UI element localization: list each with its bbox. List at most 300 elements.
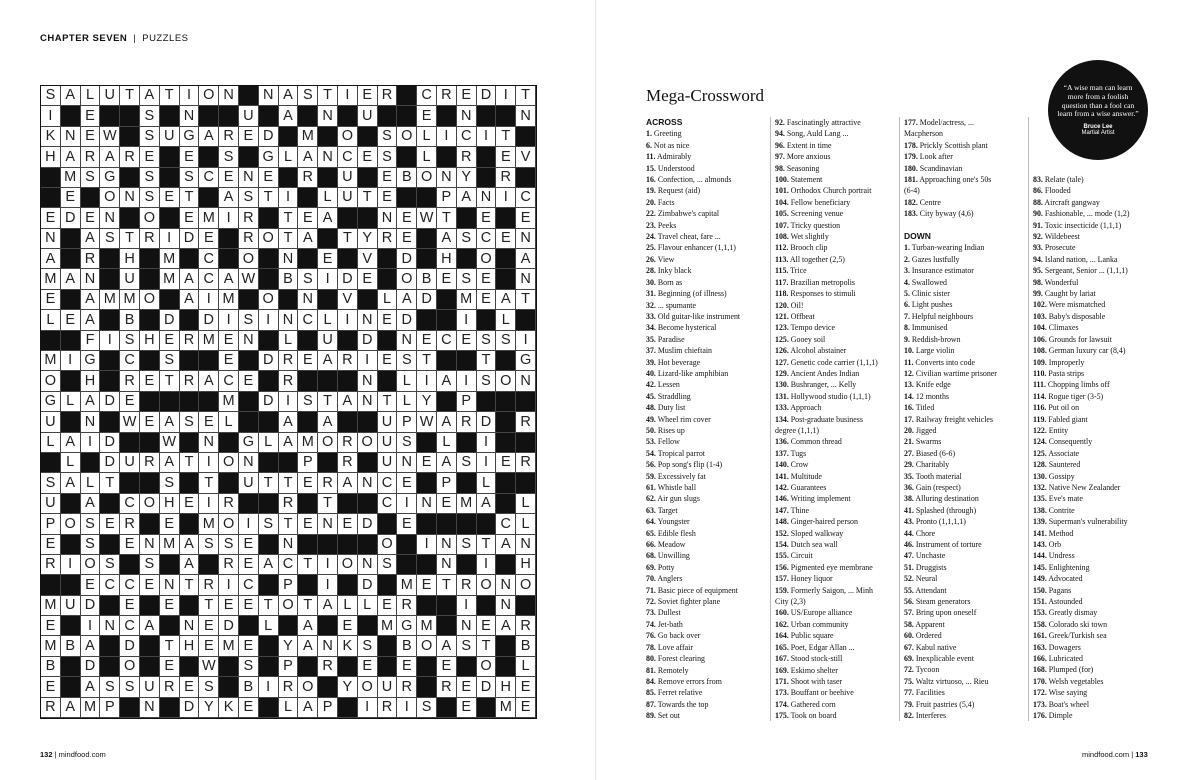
letter-cell[interactable]: I xyxy=(160,229,180,249)
letter-cell[interactable]: O xyxy=(100,188,120,208)
letter-cell[interactable]: Y xyxy=(457,168,477,188)
letter-cell[interactable]: C xyxy=(219,371,239,391)
letter-cell[interactable]: S xyxy=(298,269,318,289)
letter-cell[interactable]: M xyxy=(298,433,318,453)
letter-cell[interactable]: S xyxy=(100,555,120,575)
letter-cell[interactable]: I xyxy=(199,290,219,310)
letter-cell[interactable]: M xyxy=(199,514,219,534)
letter-cell[interactable]: L xyxy=(81,473,101,493)
letter-cell[interactable]: T xyxy=(180,453,200,473)
letter-cell[interactable]: N xyxy=(219,86,239,106)
letter-cell[interactable]: C xyxy=(516,188,536,208)
letter-cell[interactable]: O xyxy=(358,677,378,697)
letter-cell[interactable]: G xyxy=(180,127,200,147)
letter-cell[interactable]: H xyxy=(516,555,536,575)
letter-cell[interactable]: E xyxy=(397,657,417,677)
letter-cell[interactable]: M xyxy=(100,290,120,310)
letter-cell[interactable]: E xyxy=(358,86,378,106)
letter-cell[interactable]: T xyxy=(298,596,318,616)
letter-cell[interactable]: L xyxy=(41,433,61,453)
letter-cell[interactable]: T xyxy=(279,473,299,493)
letter-cell[interactable]: C xyxy=(437,331,457,351)
letter-cell[interactable]: R xyxy=(516,453,536,473)
letter-cell[interactable]: N xyxy=(496,596,516,616)
letter-cell[interactable]: D xyxy=(180,229,200,249)
letter-cell[interactable]: O xyxy=(516,575,536,595)
letter-cell[interactable]: D xyxy=(358,514,378,534)
letter-cell[interactable]: I xyxy=(279,188,299,208)
letter-cell[interactable]: L xyxy=(61,453,81,473)
letter-cell[interactable]: O xyxy=(338,127,358,147)
letter-cell[interactable]: L xyxy=(397,392,417,412)
letter-cell[interactable]: E xyxy=(199,229,219,249)
letter-cell[interactable]: U xyxy=(358,106,378,126)
letter-cell[interactable]: N xyxy=(318,636,338,656)
letter-cell[interactable]: C xyxy=(120,351,140,371)
letter-cell[interactable]: L xyxy=(318,188,338,208)
letter-cell[interactable]: A xyxy=(338,392,358,412)
letter-cell[interactable]: A xyxy=(100,147,120,167)
letter-cell[interactable]: S xyxy=(496,331,516,351)
letter-cell[interactable]: D xyxy=(358,331,378,351)
letter-cell[interactable]: D xyxy=(100,453,120,473)
letter-cell[interactable]: I xyxy=(219,310,239,330)
letter-cell[interactable]: E xyxy=(338,616,358,636)
letter-cell[interactable]: A xyxy=(61,698,81,718)
letter-cell[interactable]: U xyxy=(41,494,61,514)
letter-cell[interactable]: M xyxy=(457,290,477,310)
letter-cell[interactable]: T xyxy=(516,290,536,310)
letter-cell[interactable]: I xyxy=(61,351,81,371)
letter-cell[interactable]: F xyxy=(81,331,101,351)
letter-cell[interactable]: L xyxy=(516,514,536,534)
letter-cell[interactable]: E xyxy=(259,168,279,188)
letter-cell[interactable]: N xyxy=(318,147,338,167)
letter-cell[interactable]: O xyxy=(358,433,378,453)
letter-cell[interactable]: I xyxy=(338,310,358,330)
letter-cell[interactable]: B xyxy=(61,636,81,656)
letter-cell[interactable]: S xyxy=(180,412,200,432)
letter-cell[interactable]: I xyxy=(259,677,279,697)
letter-cell[interactable]: D xyxy=(477,412,497,432)
letter-cell[interactable]: M xyxy=(496,698,516,718)
letter-cell[interactable]: N xyxy=(140,535,160,555)
letter-cell[interactable]: R xyxy=(378,86,398,106)
letter-cell[interactable]: W xyxy=(239,269,259,289)
letter-cell[interactable]: M xyxy=(219,392,239,412)
letter-cell[interactable]: D xyxy=(219,616,239,636)
letter-cell[interactable]: T xyxy=(279,514,299,534)
letter-cell[interactable]: E xyxy=(239,535,259,555)
letter-cell[interactable]: K xyxy=(219,698,239,718)
letter-cell[interactable]: E xyxy=(199,616,219,636)
letter-cell[interactable]: A xyxy=(437,453,457,473)
letter-cell[interactable]: E xyxy=(41,535,61,555)
letter-cell[interactable]: N xyxy=(100,616,120,636)
letter-cell[interactable]: R xyxy=(378,698,398,718)
letter-cell[interactable]: S xyxy=(477,331,497,351)
letter-cell[interactable]: W xyxy=(417,412,437,432)
letter-cell[interactable]: L xyxy=(397,371,417,391)
letter-cell[interactable]: T xyxy=(358,188,378,208)
letter-cell[interactable]: A xyxy=(338,473,358,493)
letter-cell[interactable]: E xyxy=(378,351,398,371)
letter-cell[interactable]: G xyxy=(81,351,101,371)
letter-cell[interactable]: O xyxy=(219,514,239,534)
letter-cell[interactable]: R xyxy=(219,555,239,575)
letter-cell[interactable]: E xyxy=(358,657,378,677)
letter-cell[interactable]: E xyxy=(457,331,477,351)
letter-cell[interactable]: A xyxy=(180,535,200,555)
letter-cell[interactable]: E xyxy=(457,698,477,718)
letter-cell[interactable]: A xyxy=(81,229,101,249)
letter-cell[interactable]: E xyxy=(417,453,437,473)
letter-cell[interactable]: E xyxy=(417,575,437,595)
letter-cell[interactable]: C xyxy=(199,269,219,289)
letter-cell[interactable]: D xyxy=(160,310,180,330)
letter-cell[interactable]: I xyxy=(358,351,378,371)
letter-cell[interactable]: S xyxy=(100,677,120,697)
letter-cell[interactable]: A xyxy=(160,453,180,473)
letter-cell[interactable]: E xyxy=(180,147,200,167)
letter-cell[interactable]: I xyxy=(239,514,259,534)
letter-cell[interactable]: A xyxy=(318,351,338,371)
letter-cell[interactable]: E xyxy=(397,229,417,249)
letter-cell[interactable]: A xyxy=(219,269,239,289)
letter-cell[interactable]: E xyxy=(81,208,101,228)
letter-cell[interactable]: M xyxy=(41,269,61,289)
letter-cell[interactable]: L xyxy=(219,412,239,432)
letter-cell[interactable]: O xyxy=(259,290,279,310)
letter-cell[interactable]: P xyxy=(437,473,457,493)
letter-cell[interactable]: R xyxy=(160,677,180,697)
letter-cell[interactable]: E xyxy=(338,514,358,534)
letter-cell[interactable]: I xyxy=(477,453,497,473)
letter-cell[interactable]: E xyxy=(219,168,239,188)
letter-cell[interactable]: S xyxy=(239,188,259,208)
letter-cell[interactable]: B xyxy=(279,269,299,289)
letter-cell[interactable]: B xyxy=(41,657,61,677)
letter-cell[interactable]: R xyxy=(338,351,358,371)
letter-cell[interactable]: L xyxy=(378,290,398,310)
letter-cell[interactable]: D xyxy=(358,575,378,595)
letter-cell[interactable]: C xyxy=(199,168,219,188)
letter-cell[interactable]: A xyxy=(140,616,160,636)
letter-cell[interactable]: R xyxy=(81,147,101,167)
letter-cell[interactable]: N xyxy=(160,575,180,595)
letter-cell[interactable]: T xyxy=(160,86,180,106)
letter-cell[interactable]: N xyxy=(279,310,299,330)
letter-cell[interactable]: R xyxy=(298,168,318,188)
letter-cell[interactable]: S xyxy=(397,351,417,371)
letter-cell[interactable]: T xyxy=(279,229,299,249)
letter-cell[interactable]: R xyxy=(140,453,160,473)
letter-cell[interactable]: I xyxy=(41,106,61,126)
letter-cell[interactable]: R xyxy=(279,677,299,697)
letter-cell[interactable]: N xyxy=(41,229,61,249)
letter-cell[interactable]: E xyxy=(160,331,180,351)
letter-cell[interactable]: O xyxy=(397,127,417,147)
letter-cell[interactable]: O xyxy=(219,453,239,473)
letter-cell[interactable]: R xyxy=(318,657,338,677)
letter-cell[interactable]: U xyxy=(120,269,140,289)
letter-cell[interactable]: E xyxy=(140,371,160,391)
letter-cell[interactable]: L xyxy=(81,86,101,106)
letter-cell[interactable]: E xyxy=(318,249,338,269)
letter-cell[interactable]: O xyxy=(496,371,516,391)
letter-cell[interactable]: D xyxy=(199,310,219,330)
letter-cell[interactable]: M xyxy=(41,351,61,371)
letter-cell[interactable]: S xyxy=(219,147,239,167)
letter-cell[interactable]: R xyxy=(496,168,516,188)
letter-cell[interactable]: U xyxy=(160,127,180,147)
letter-cell[interactable]: L xyxy=(61,392,81,412)
letter-cell[interactable]: N xyxy=(496,575,516,595)
letter-cell[interactable]: D xyxy=(259,127,279,147)
letter-cell[interactable]: C xyxy=(338,147,358,167)
letter-cell[interactable]: N xyxy=(516,269,536,289)
letter-cell[interactable]: D xyxy=(61,208,81,228)
letter-cell[interactable]: A xyxy=(279,106,299,126)
letter-cell[interactable]: A xyxy=(61,86,81,106)
letter-cell[interactable]: R xyxy=(437,86,457,106)
letter-cell[interactable]: T xyxy=(259,596,279,616)
letter-cell[interactable]: E xyxy=(160,596,180,616)
letter-cell[interactable]: N xyxy=(358,310,378,330)
letter-cell[interactable]: B xyxy=(397,636,417,656)
letter-cell[interactable]: I xyxy=(318,555,338,575)
letter-cell[interactable]: O xyxy=(417,168,437,188)
letter-cell[interactable]: D xyxy=(338,269,358,289)
letter-cell[interactable]: A xyxy=(318,412,338,432)
letter-cell[interactable]: N xyxy=(239,453,259,473)
letter-cell[interactable]: A xyxy=(496,290,516,310)
letter-cell[interactable]: S xyxy=(358,636,378,656)
letter-cell[interactable]: N xyxy=(358,473,378,493)
letter-cell[interactable]: R xyxy=(120,514,140,534)
letter-cell[interactable]: I xyxy=(496,86,516,106)
letter-cell[interactable]: T xyxy=(477,636,497,656)
letter-cell[interactable]: C xyxy=(120,494,140,514)
letter-cell[interactable]: R xyxy=(378,229,398,249)
letter-cell[interactable]: R xyxy=(120,371,140,391)
letter-cell[interactable]: I xyxy=(437,127,457,147)
letter-cell[interactable]: O xyxy=(477,249,497,269)
letter-cell[interactable]: E xyxy=(457,677,477,697)
letter-cell[interactable]: E xyxy=(140,412,160,432)
letter-cell[interactable]: N xyxy=(397,331,417,351)
letter-cell[interactable]: E xyxy=(516,698,536,718)
letter-cell[interactable]: U xyxy=(378,433,398,453)
letter-cell[interactable]: O xyxy=(239,249,259,269)
letter-cell[interactable]: M xyxy=(199,331,219,351)
letter-cell[interactable]: I xyxy=(477,127,497,147)
letter-cell[interactable]: L xyxy=(516,494,536,514)
letter-cell[interactable]: L xyxy=(417,127,437,147)
letter-cell[interactable]: A xyxy=(140,86,160,106)
letter-cell[interactable]: I xyxy=(358,698,378,718)
letter-cell[interactable]: G xyxy=(41,392,61,412)
letter-cell[interactable]: N xyxy=(516,371,536,391)
letter-cell[interactable]: E xyxy=(496,147,516,167)
letter-cell[interactable]: D xyxy=(81,657,101,677)
letter-cell[interactable]: E xyxy=(160,188,180,208)
letter-cell[interactable]: C xyxy=(298,310,318,330)
letter-cell[interactable]: A xyxy=(516,249,536,269)
letter-cell[interactable]: M xyxy=(41,636,61,656)
letter-cell[interactable]: A xyxy=(219,188,239,208)
letter-cell[interactable]: D xyxy=(397,249,417,269)
letter-cell[interactable]: E xyxy=(298,208,318,228)
letter-cell[interactable]: E xyxy=(160,514,180,534)
letter-cell[interactable]: I xyxy=(199,453,219,473)
letter-cell[interactable]: E xyxy=(239,555,259,575)
letter-cell[interactable]: K xyxy=(338,636,358,656)
letter-cell[interactable]: R xyxy=(199,575,219,595)
letter-cell[interactable]: P xyxy=(41,514,61,534)
letter-cell[interactable]: M xyxy=(298,127,318,147)
letter-cell[interactable]: P xyxy=(298,453,318,473)
letter-cell[interactable]: S xyxy=(41,473,61,493)
letter-cell[interactable]: S xyxy=(298,86,318,106)
letter-cell[interactable]: S xyxy=(120,677,140,697)
letter-cell[interactable]: E xyxy=(120,392,140,412)
letter-cell[interactable]: M xyxy=(160,269,180,289)
letter-cell[interactable]: S xyxy=(140,168,160,188)
letter-cell[interactable]: I xyxy=(457,371,477,391)
letter-cell[interactable]: D xyxy=(100,433,120,453)
letter-cell[interactable]: A xyxy=(437,412,457,432)
letter-cell[interactable]: T xyxy=(298,555,318,575)
letter-cell[interactable]: H xyxy=(496,677,516,697)
letter-cell[interactable]: E xyxy=(298,514,318,534)
letter-cell[interactable]: R xyxy=(239,208,259,228)
letter-cell[interactable]: S xyxy=(457,636,477,656)
letter-cell[interactable]: N xyxy=(279,535,299,555)
letter-cell[interactable]: S xyxy=(259,514,279,534)
letter-cell[interactable]: R xyxy=(279,371,299,391)
letter-cell[interactable]: M xyxy=(417,616,437,636)
letter-cell[interactable]: N xyxy=(437,555,457,575)
letter-cell[interactable]: L xyxy=(417,147,437,167)
letter-cell[interactable]: O xyxy=(120,657,140,677)
letter-cell[interactable]: I xyxy=(81,616,101,636)
letter-cell[interactable]: P xyxy=(279,575,299,595)
letter-cell[interactable]: E xyxy=(180,208,200,228)
letter-cell[interactable]: I xyxy=(457,596,477,616)
letter-cell[interactable]: A xyxy=(81,494,101,514)
letter-cell[interactable]: O xyxy=(199,86,219,106)
letter-cell[interactable]: M xyxy=(199,208,219,228)
letter-cell[interactable]: A xyxy=(298,229,318,249)
letter-cell[interactable]: K xyxy=(41,127,61,147)
letter-cell[interactable]: N xyxy=(140,698,160,718)
letter-cell[interactable]: A xyxy=(318,596,338,616)
letter-cell[interactable]: Y xyxy=(358,229,378,249)
letter-cell[interactable]: W xyxy=(120,412,140,432)
letter-cell[interactable]: S xyxy=(120,331,140,351)
letter-cell[interactable]: A xyxy=(180,290,200,310)
letter-cell[interactable]: S xyxy=(457,535,477,555)
letter-cell[interactable]: R xyxy=(180,371,200,391)
letter-cell[interactable]: N xyxy=(318,514,338,534)
letter-cell[interactable]: L xyxy=(318,310,338,330)
letter-cell[interactable]: I xyxy=(338,86,358,106)
letter-cell[interactable]: S xyxy=(397,433,417,453)
letter-cell[interactable]: O xyxy=(259,229,279,249)
letter-cell[interactable]: N xyxy=(516,106,536,126)
letter-cell[interactable]: T xyxy=(477,351,497,371)
letter-cell[interactable]: A xyxy=(318,208,338,228)
letter-cell[interactable]: E xyxy=(378,310,398,330)
letter-cell[interactable]: T xyxy=(160,371,180,391)
letter-cell[interactable]: D xyxy=(477,677,497,697)
letter-cell[interactable]: N xyxy=(239,168,259,188)
letter-cell[interactable]: R xyxy=(81,249,101,269)
letter-cell[interactable]: D xyxy=(100,392,120,412)
letter-cell[interactable]: A xyxy=(279,86,299,106)
letter-cell[interactable]: Y xyxy=(417,392,437,412)
letter-cell[interactable]: W xyxy=(100,127,120,147)
letter-cell[interactable]: N xyxy=(417,494,437,514)
letter-cell[interactable]: B xyxy=(516,636,536,656)
letter-cell[interactable]: O xyxy=(81,555,101,575)
letter-cell[interactable]: S xyxy=(477,371,497,391)
letter-cell[interactable]: D xyxy=(259,392,279,412)
letter-cell[interactable]: A xyxy=(279,433,299,453)
letter-cell[interactable]: A xyxy=(437,636,457,656)
letter-cell[interactable]: O xyxy=(417,636,437,656)
letter-cell[interactable]: N xyxy=(100,208,120,228)
letter-cell[interactable]: A xyxy=(279,412,299,432)
letter-cell[interactable]: O xyxy=(140,290,160,310)
letter-cell[interactable]: A xyxy=(259,555,279,575)
letter-cell[interactable]: A xyxy=(298,616,318,636)
letter-cell[interactable]: P xyxy=(457,392,477,412)
letter-cell[interactable]: T xyxy=(259,188,279,208)
letter-cell[interactable]: A xyxy=(457,188,477,208)
letter-cell[interactable]: S xyxy=(457,269,477,289)
letter-cell[interactable]: L xyxy=(338,596,358,616)
letter-cell[interactable]: A xyxy=(496,616,516,636)
letter-cell[interactable]: A xyxy=(298,147,318,167)
letter-cell[interactable]: E xyxy=(239,698,259,718)
letter-cell[interactable]: W xyxy=(160,433,180,453)
letter-cell[interactable]: M xyxy=(219,290,239,310)
letter-cell[interactable]: C xyxy=(496,514,516,534)
letter-cell[interactable]: I xyxy=(100,331,120,351)
letter-cell[interactable]: O xyxy=(140,494,160,514)
letter-cell[interactable]: S xyxy=(378,127,398,147)
letter-cell[interactable]: R xyxy=(41,698,61,718)
letter-cell[interactable]: E xyxy=(61,188,81,208)
letter-cell[interactable]: I xyxy=(477,555,497,575)
letter-cell[interactable]: C xyxy=(120,575,140,595)
letter-cell[interactable]: G xyxy=(239,433,259,453)
letter-cell[interactable]: S xyxy=(239,657,259,677)
letter-cell[interactable]: S xyxy=(140,555,160,575)
letter-cell[interactable]: T xyxy=(100,473,120,493)
letter-cell[interactable]: A xyxy=(199,371,219,391)
letter-cell[interactable]: M xyxy=(397,575,417,595)
letter-cell[interactable]: E xyxy=(180,494,200,514)
letter-cell[interactable]: L xyxy=(279,147,299,167)
letter-cell[interactable]: O xyxy=(279,596,299,616)
letter-cell[interactable]: N xyxy=(378,208,398,228)
letter-cell[interactable]: M xyxy=(457,494,477,514)
letter-cell[interactable]: E xyxy=(239,371,259,391)
letter-cell[interactable]: R xyxy=(140,229,160,249)
